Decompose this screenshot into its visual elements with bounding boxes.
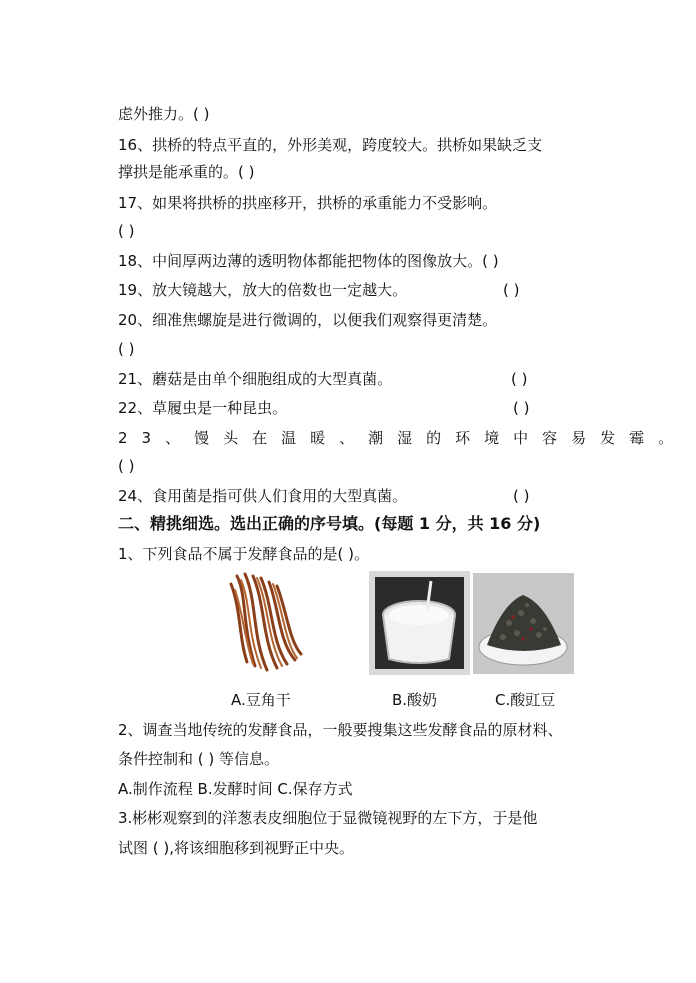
question-22-answer-bracket: ( ) xyxy=(513,399,530,417)
question-18: 18、中间厚两边薄的透明物体都能把物体的图像放大。( ) xyxy=(118,252,499,270)
question-21-answer-bracket: ( ) xyxy=(511,370,528,388)
yogurt-illustration xyxy=(369,571,470,675)
dried-beans-illustration xyxy=(207,566,317,678)
option-c-label: C.酸豇豆 xyxy=(495,691,556,709)
question-20-answer-bracket: ( ) xyxy=(118,340,135,358)
question-20-line-1: 20、细准焦螺旋是进行微调的，以便我们观察得更清楚。 xyxy=(118,311,498,329)
question-17-answer-bracket: ( ) xyxy=(118,222,135,240)
mc-question-2-options: A.制作流程 B.发酵时间 C.保存方式 xyxy=(118,780,353,798)
mc-question-1: 1、下列食品不属于发酵食品的是( )。 xyxy=(118,545,370,563)
option-b-label: B.酸奶 xyxy=(392,691,438,709)
question-22: 22、草履虫是一种昆虫。 xyxy=(118,399,288,417)
question-15-continuation: 虑外推力。( ) xyxy=(118,105,210,123)
question-16-line-2: 撑拱是能承重的。( ) xyxy=(118,163,255,181)
mc-question-2-line-2: 条件控制和 ( ) 等信息。 xyxy=(118,750,280,768)
question-23-line-1: 23、馒头在温暖、潮湿的环境中容易发霉。 xyxy=(118,429,688,447)
dried-beans-image xyxy=(207,566,317,678)
mc-question-2-line-1: 2、调查当地传统的发酵食品，一般要搜集这些发酵食品的原材料、 xyxy=(118,721,563,739)
mc-question-3-line-1: 3.彬彬观察到的洋葱表皮细胞位于显微镜视野的左下方，于是他 xyxy=(118,809,538,827)
question-16-line-1: 16、拱桥的特点平直的，外形美观，跨度较大。拱桥如果缺乏支 xyxy=(118,136,543,154)
section-2-heading: 二、精挑细选。选出正确的序号填。(每题 1 分，共 16 分) xyxy=(118,514,541,533)
question-19-answer-bracket: ( ) xyxy=(503,281,520,299)
question-17-line-1: 17、如果将拱桥的拱座移开，拱桥的承重能力不受影响。 xyxy=(118,194,498,212)
option-a-label: A.豆角干 xyxy=(231,691,291,709)
pickled-beans-image xyxy=(473,573,574,674)
question-23-answer-bracket: ( ) xyxy=(118,457,135,475)
question-24: 24、食用菌是指可供人们食用的大型真菌。 xyxy=(118,487,408,505)
pickled-beans-illustration xyxy=(473,573,574,674)
mc-question-3-line-2: 试图 ( ),将该细胞移到视野正中央。 xyxy=(118,839,355,857)
yogurt-image xyxy=(369,571,470,675)
question-21: 21、蘑菇是由单个细胞组成的大型真菌。 xyxy=(118,370,393,388)
question-19: 19、放大镜越大，放大的倍数也一定越大。 xyxy=(118,281,408,299)
question-24-answer-bracket: ( ) xyxy=(513,487,530,505)
